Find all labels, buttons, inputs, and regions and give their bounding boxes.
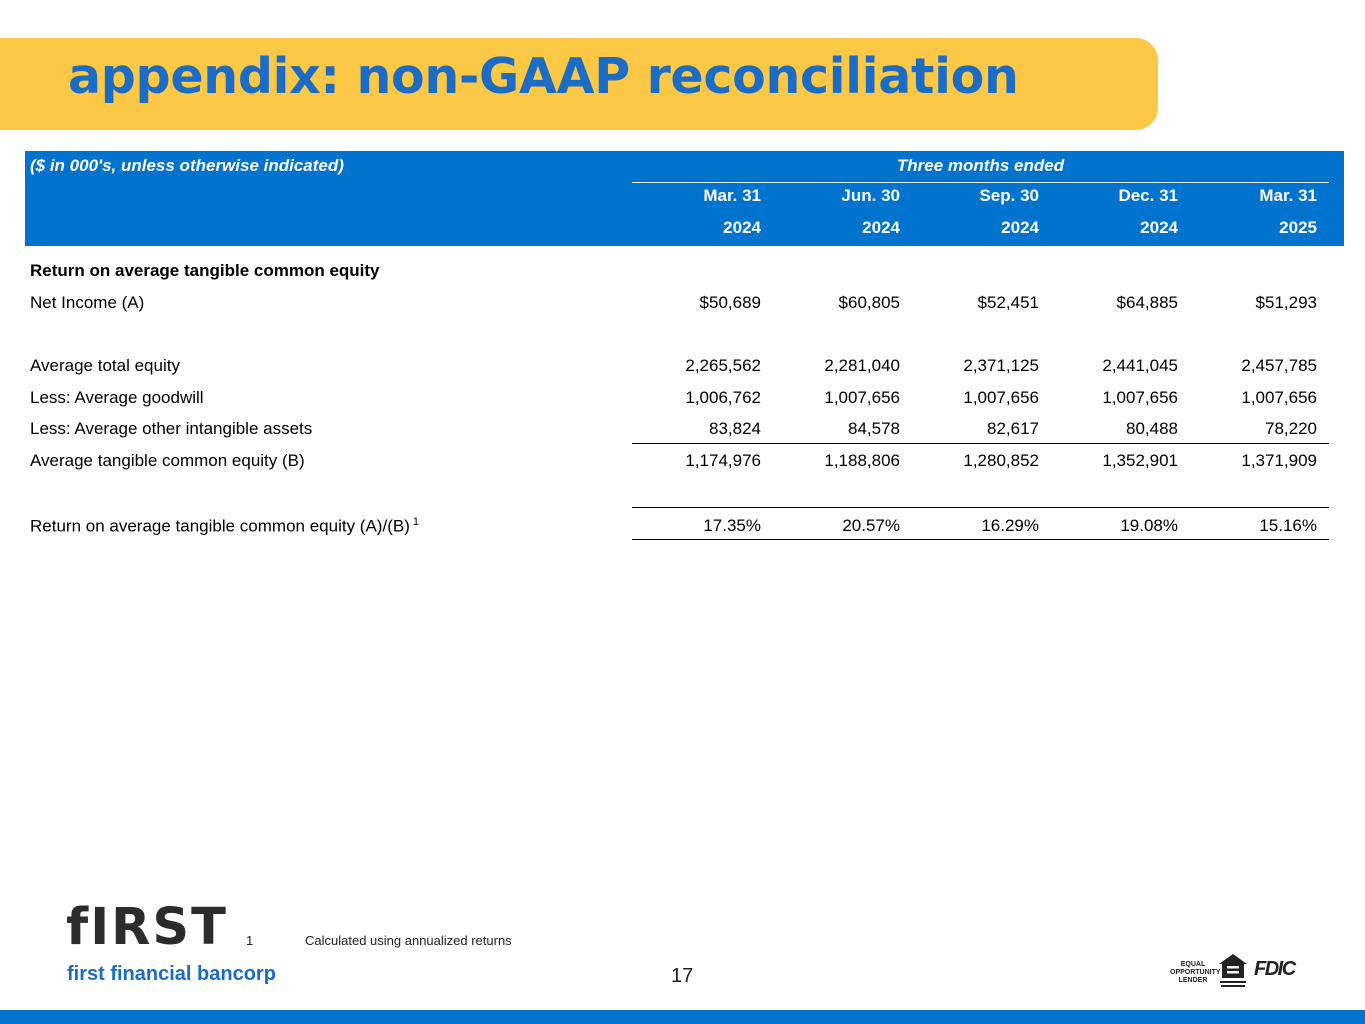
column-header-month: Sep. 30 [979,186,1039,205]
row-label: Less: Average goodwill [30,388,204,407]
column-header-year: 2025 [1279,218,1317,237]
equal-opportunity-lender-badge: EQUAL OPPORTUNITY LENDER [1170,961,1221,984]
table-cell: 2,441,045 [1102,356,1178,375]
table-row-return-tce [30,509,1330,541]
table-cell: 78,220 [1265,419,1317,438]
column-header-year: 2024 [1001,218,1039,237]
table-cell: 1,007,656 [824,388,900,407]
page-number: 17 [671,965,694,987]
table-cell: $60,805 [838,293,900,312]
fdic-badge: FDIC [1254,958,1295,980]
column-header-year: 2024 [723,218,761,237]
company-logo: fIRST [66,898,228,957]
table-row-average-goodwill [30,381,1330,413]
company-tagline: first financial bancorp [67,963,276,985]
table-row-average-total-equity [30,349,1330,381]
section-heading: Return on average tangible common equity [30,261,380,280]
table-cell: 1,352,901 [1102,451,1178,470]
row-label [30,516,419,537]
table-cell: 1,280,852 [963,451,1039,470]
table-cell: 1,174,976 [685,451,761,470]
row-label: Less: Average other intangible assets [30,419,313,438]
table-cell: $50,689 [699,293,761,312]
table-cell: 1,006,762 [685,388,761,407]
table-cell: 82,617 [987,419,1039,438]
table-cell: $52,451 [977,293,1039,312]
table-cell: 83,824 [709,419,761,438]
period-label: Three months ended [632,156,1329,183]
table-cell: 1,007,656 [963,388,1039,407]
column-header-month: Mar. 31 [1259,186,1317,205]
table-cell: $51,293 [1255,293,1317,312]
footer-bar [0,1010,1365,1024]
column-header-month: Mar. 31 [703,186,761,205]
units-note: ($ in 000's, unless otherwise indicated) [30,156,344,175]
table-cell: 2,281,040 [824,356,900,375]
table-row-average-other-intangibles [30,412,1330,444]
table-cell: 2,371,125 [963,356,1039,375]
total-rule-bottom [632,539,1329,540]
row-label-text: Return on average tangible common equity (A)/(B) [30,516,410,536]
footnote-number: 1 [246,933,254,948]
table-cell: 15.16% [1259,516,1317,535]
table-cell: 1,371,909 [1241,451,1317,470]
total-rule-top [632,507,1329,508]
equal-housing-lender-icon [1218,952,1248,990]
row-label: Average tangible common equity (B) [30,451,305,470]
row-label: Net Income (A) [30,293,145,312]
table-cell: 1,007,656 [1102,388,1178,407]
footnote-marker: 1 [412,516,419,528]
table-row-net-income [30,286,1330,318]
row-label: Average total equity [30,356,180,375]
table-cell: 80,488 [1126,419,1178,438]
table-cell: 1,188,806 [824,451,900,470]
column-header-month: Dec. 31 [1118,186,1178,205]
column-header-month: Jun. 30 [841,186,900,205]
table-cell: 2,265,562 [685,356,761,375]
footnote-text: Calculated using annualized returns [305,933,512,948]
table-row-average-tangible-equity [30,444,1330,476]
column-header-year: 2024 [1140,218,1178,237]
table-cell: 17.35% [703,516,761,535]
table-cell: 84,578 [848,419,900,438]
table-cell: 2,457,785 [1241,356,1317,375]
regulatory-badges [1170,952,1300,990]
page-title: appendix: non-GAAP reconciliation [68,48,1019,105]
table-cell: 1,007,656 [1241,388,1317,407]
table-cell: 16.29% [981,516,1039,535]
table-cell: 20.57% [842,516,900,535]
table-header [25,151,1344,246]
table-cell: 19.08% [1120,516,1178,535]
table-cell: $64,885 [1116,293,1178,312]
section-heading-row [30,254,1330,286]
column-header-year: 2024 [862,218,900,237]
